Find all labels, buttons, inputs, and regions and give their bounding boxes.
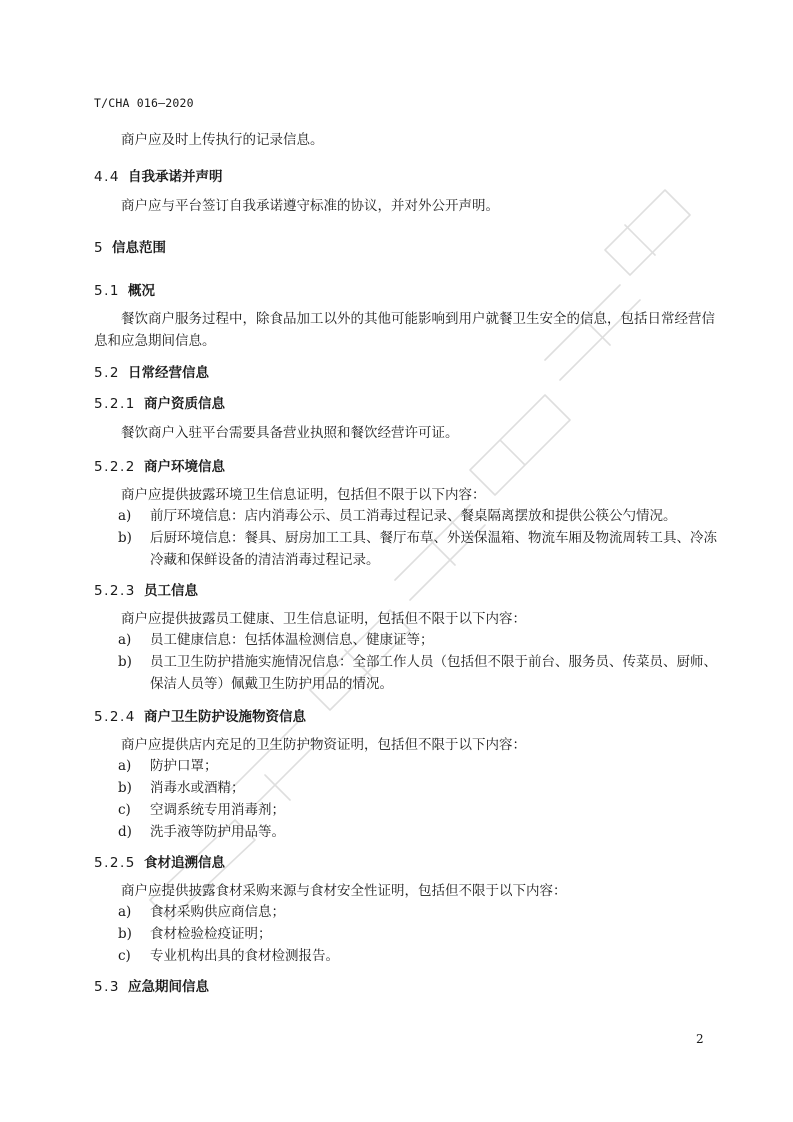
list-item-text: 食材检验检疫证明； (150, 926, 272, 942)
section-heading-5-2-2 (94, 455, 719, 475)
section-heading-5 (94, 236, 719, 256)
list-item-text: 员工健康信息：包括体温检测信息、健康证等； (150, 632, 434, 648)
paragraph-5-2-2: 商户应提供披露环境卫生信息证明，包括但不限于以下内容： (121, 487, 486, 503)
section-heading-5-2 (94, 361, 719, 381)
list-item (94, 651, 719, 695)
section-heading-5-1 (94, 279, 719, 299)
section-title: 商户资质信息 (144, 396, 225, 412)
standard-id: T/CHA 016—2020 (94, 96, 194, 110)
list-item-text: 消毒水或酒精； (150, 780, 245, 796)
section-number: 5.2.4 (94, 709, 136, 725)
section-title: 商户卫生防护设施物资信息 (144, 709, 306, 725)
section-number: 5.3 (94, 979, 120, 995)
list-marker: b) (118, 926, 132, 942)
list-item (94, 505, 719, 527)
paragraph-4-4: 商户应与平台签订自我承诺遵守标准的协议，并对外公开声明。 (121, 198, 499, 214)
list-item (94, 777, 719, 799)
list-marker: b) (118, 654, 132, 670)
section-heading-5-2-1 (94, 392, 719, 412)
section-title: 概况 (128, 283, 155, 299)
list-marker: a) (118, 758, 132, 774)
list-item (94, 901, 719, 923)
list-marker: a) (118, 508, 132, 524)
list-item (94, 923, 719, 945)
paragraph-5-2-3: 商户应提供披露员工健康、卫生信息证明，包括但不限于以下内容： (121, 611, 526, 627)
list-item-text: 员工卫生防护措施实施情况信息：全部工作人员（包括但不限于前台、服务员、传菜员、厨师、保洁人员等）佩戴卫生防护用品的情况。 (150, 654, 717, 692)
page-number: 2 (696, 1032, 704, 1046)
paragraph-5-2-5: 商户应提供披露食材采购来源与食材安全性证明，包括但不限于以下内容： (121, 883, 567, 899)
list-item (94, 821, 719, 843)
list-item (94, 945, 719, 967)
list-5-2-4 (94, 755, 719, 843)
list-5-2-5 (94, 901, 719, 967)
list-item (94, 755, 719, 777)
section-title: 自我承诺并声明 (128, 169, 223, 185)
list-marker: c) (118, 948, 131, 964)
section-title: 员工信息 (144, 583, 198, 599)
list-item-text: 前厅环境信息：店内消毒公示、员工消毒过程记录、餐桌隔离摆放和提供公筷公勺情况。 (150, 508, 677, 524)
list-item-text: 专业机构出具的食材检测报告。 (150, 948, 339, 964)
list-marker: b) (118, 530, 132, 546)
section-title: 应急期间信息 (128, 979, 209, 995)
paragraph-5-2-4: 商户应提供店内充足的卫生防护物资证明，包括但不限于以下内容： (121, 737, 526, 753)
list-marker: d) (118, 824, 132, 840)
list-item (94, 799, 719, 821)
section-number: 5.2.2 (94, 459, 136, 475)
paragraph-5-2-1: 餐饮商户入驻平台需要具备营业执照和餐饮经营许可证。 (121, 425, 459, 441)
list-marker: a) (118, 904, 132, 920)
list-marker: b) (118, 780, 132, 796)
section-number: 5.2.3 (94, 583, 136, 599)
section-heading-5-2-4 (94, 705, 719, 725)
list-item-text: 防护口罩； (150, 758, 218, 774)
section-number: 5.2.1 (94, 396, 136, 412)
list-marker: a) (118, 632, 132, 648)
list-item-text: 食材采购供应商信息； (150, 904, 285, 920)
section-title: 商户环境信息 (144, 459, 225, 475)
paragraph-5-1: 餐饮商户服务过程中，除食品加工以外的其他可能影响到用户就餐卫生安全的信息，包括日常经营信息和应急期间信息。 (94, 311, 715, 349)
list-item-text: 洗手液等防护用品等。 (150, 824, 285, 840)
list-marker: c) (118, 802, 131, 818)
section-number: 5.1 (94, 283, 120, 299)
list-5-2-3 (94, 629, 719, 695)
list-item (94, 629, 719, 651)
section-heading-5-2-3 (94, 579, 719, 599)
list-item-text: 后厨环境信息：餐具、厨房加工工具、餐厅布草、外送保温箱、物流车厢及物流周转工具、冷冻冷藏和保鲜设备的清洁消毒过程记录。 (150, 530, 717, 568)
section-heading-5-3 (94, 975, 719, 995)
section-number: 5 (94, 240, 105, 256)
section-number: 5.2.5 (94, 855, 136, 871)
list-5-2-2 (94, 505, 719, 571)
section-heading-4-4 (94, 165, 719, 185)
list-item-text: 空调系统专用消毒剂； (150, 802, 285, 818)
section-heading-5-2-5 (94, 851, 719, 871)
section-number: 5.2 (94, 365, 120, 381)
section-title: 食材追溯信息 (144, 855, 225, 871)
list-item (94, 527, 719, 571)
paragraph-upload-records: 商户应及时上传执行的记录信息。 (121, 132, 324, 148)
section-title: 信息范围 (112, 240, 166, 256)
section-title: 日常经营信息 (128, 365, 209, 381)
section-number: 4.4 (94, 169, 120, 185)
